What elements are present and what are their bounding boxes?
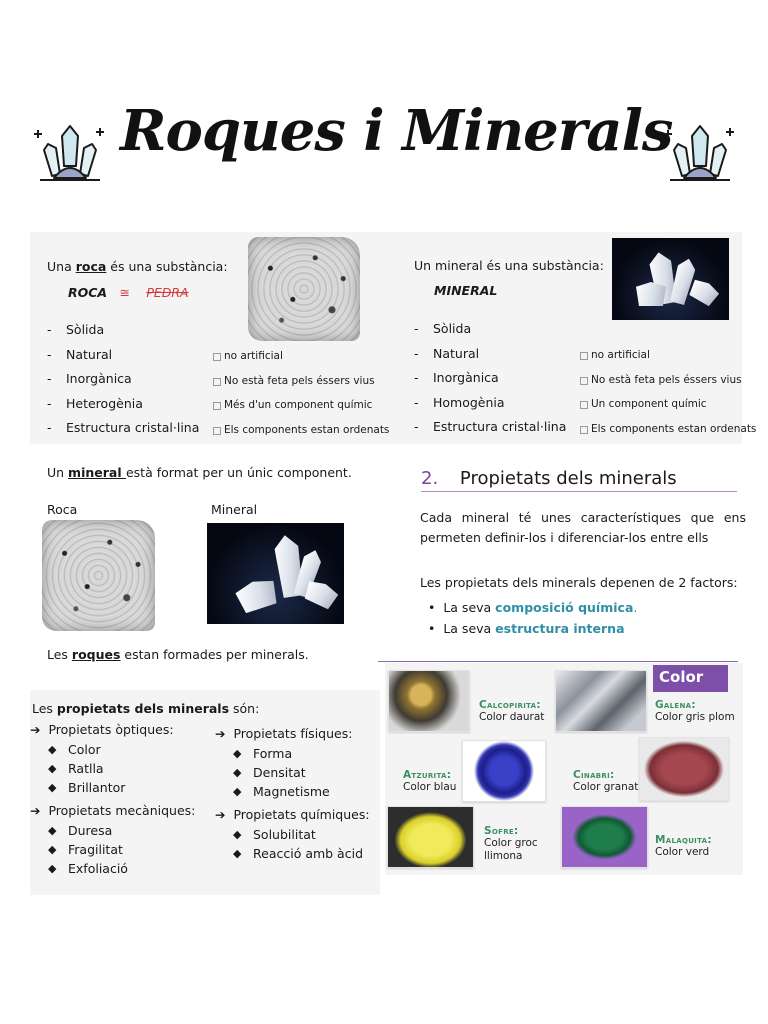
list-item: ◆ Fragilitat [48, 842, 195, 861]
factors-intro: Les propietats dels minerals depenen de 2 factors: [420, 575, 738, 590]
list-item: - Sòlida [414, 321, 566, 346]
list-item: - Heterogènia [47, 396, 199, 421]
optical-properties-group: ➔ Propietats òptiques: ◆ Color ◆ Ratlla ◆ Brillantor [30, 722, 174, 799]
atzurita-label: Atzurita: Color blau [403, 769, 457, 793]
roca-pedra-equivalence: ROCA ≅ PEDRA [68, 285, 189, 300]
granite-photo-large [42, 520, 155, 631]
malaquita-label: Malaquita: Color verd [655, 834, 712, 858]
malaquita-photo [561, 806, 648, 868]
list-item: ◆ Exfoliació [48, 861, 195, 880]
mineral-statement: Un mineral està format per un únic component. [47, 465, 352, 480]
list-item: ◆ Reacció amb àcid [233, 846, 370, 865]
list-item: No està feta pels éssers vius [580, 372, 756, 397]
list-item: ◆ Forma [233, 746, 352, 765]
cinabri-label: Cinabri: Color granat [573, 769, 639, 793]
page-title: Roques i Minerals [120, 98, 673, 164]
list-item: ◆ Densitat [233, 765, 352, 784]
quartz-photo-large [207, 523, 344, 624]
list-item: - Inorgànica [47, 371, 199, 396]
list-item: No està feta pels éssers vius [213, 373, 389, 398]
list-item: - Inorgànica [414, 370, 566, 395]
color-title: Color [653, 665, 728, 692]
rock-properties-list [47, 322, 199, 445]
crystal-icon-left [30, 118, 110, 198]
mineral-label: MINERAL [434, 283, 498, 298]
list-item: Els components estan ordenats [213, 422, 389, 447]
factor-2: • La seva estructura interna [428, 621, 625, 636]
color-section-divider [378, 661, 738, 662]
list-item: - Estructura cristal·lina [47, 420, 199, 445]
sofre-label: Sofre: Color groc llimona [484, 825, 538, 862]
list-item: Més d'un component químic [213, 397, 389, 422]
sofre-photo [387, 806, 474, 868]
galena-label: Galena: Color gris plom [655, 699, 735, 723]
mineral-intro: Un mineral és una substància: [414, 258, 604, 273]
list-item: - Estructura cristal·lina [414, 419, 566, 444]
roca-label: Roca [47, 502, 78, 517]
rock-intro: Una roca és una substància: [47, 259, 228, 274]
list-item: - Natural [47, 347, 199, 372]
section-2-heading: 2. Propietats dels minerals [421, 468, 677, 489]
mineral-notes-list [580, 347, 756, 445]
list-item: ◆ Duresa [48, 823, 195, 842]
list-item: Un component químic [580, 396, 756, 421]
list-item: ◆ Magnetisme [233, 784, 352, 803]
crystal-icon-right [660, 118, 740, 198]
calcopirita-label: Calcopirita: Color daurat [479, 699, 545, 723]
atzurita-photo [462, 740, 546, 802]
section-2-underline [421, 491, 737, 492]
calcopirita-photo [388, 670, 470, 732]
list-item: no artificial [213, 348, 389, 373]
mechanical-properties-group: ➔ Propietats mecàniques: ◆ Duresa ◆ Fragilitat ◆ Exfoliació [30, 803, 195, 880]
quartz-photo [612, 238, 729, 320]
rocks-statement: Les roques estan formades per minerals. [47, 647, 309, 662]
list-item: - Homogènia [414, 395, 566, 420]
properties-intro: Les propietats dels minerals són: [32, 701, 260, 716]
list-item: Els components estan ordenats [580, 421, 756, 446]
physical-properties-group: ➔ Propietats físiques: ◆ Forma ◆ Densitat ◆ Magnetisme [215, 726, 352, 803]
chemical-properties-group: ➔ Propietats químiques: ◆ Solubilitat ◆ Reacció amb àcid [215, 807, 370, 865]
list-item: no artificial [580, 347, 756, 372]
list-item: - Sòlida [47, 322, 199, 347]
galena-photo [555, 670, 647, 732]
rock-notes-list [213, 348, 389, 446]
cinabri-photo [639, 737, 729, 801]
list-item: ◆ Ratlla [48, 761, 174, 780]
mineral-compare-label: Mineral [211, 502, 258, 517]
list-item: ◆ Color [48, 742, 174, 761]
list-item: - Natural [414, 346, 566, 371]
granite-photo [248, 237, 360, 341]
mineral-properties-list [414, 321, 566, 444]
list-item: ◆ Solubilitat [233, 827, 370, 846]
section-2-paragraph: Cada mineral té unes característiques que ens permeten definir-los i diferenciar-los entre ells [420, 510, 746, 545]
factor-1: • La seva composició química. [428, 600, 638, 615]
list-item: ◆ Brillantor [48, 780, 174, 799]
